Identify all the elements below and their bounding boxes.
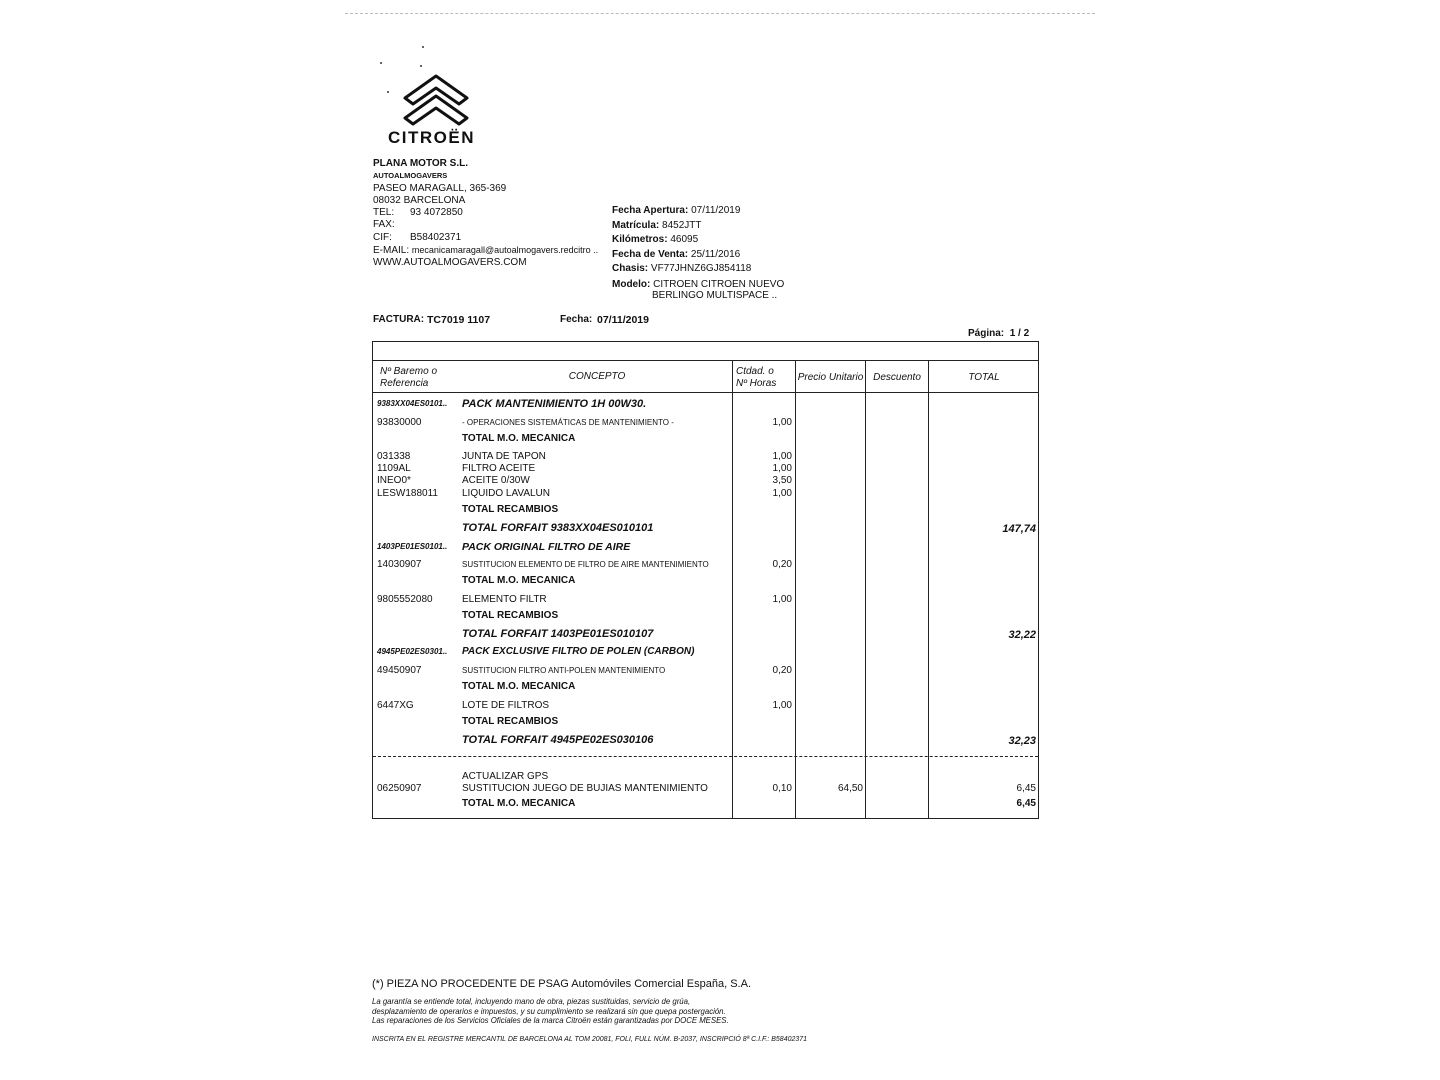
column-divider <box>795 360 796 819</box>
chasis-label: Chasis: <box>612 263 649 275</box>
km-value: 46095 <box>670 234 699 246</box>
email-label: E-MAIL: <box>373 245 410 257</box>
header-descuento: Descuento <box>873 372 921 383</box>
tel-label: TEL: <box>373 207 395 219</box>
column-divider <box>928 360 929 819</box>
psag-note: (*) PIEZA NO PROCEDENTE DE PSAG Automóviles Comercial España, S.A. <box>372 978 752 990</box>
pack-title: PACK MANTENIMIENTO 1H 00W30. <box>462 398 647 410</box>
company-address1: PASEO MARAGALL, 365-369 <box>373 182 507 194</box>
header-precio: Precio Unitario <box>797 372 864 383</box>
line-ref: 93830000 <box>377 417 422 428</box>
factura-label: FACTURA: <box>373 314 425 325</box>
line-concept: SUSTITUCION JUEGO DE BUJIAS MANTENIMIENTO <box>462 783 708 794</box>
total-recambios: TOTAL RECAMBIOS <box>462 610 559 621</box>
table-rule <box>372 392 1039 393</box>
line-concept: FILTRO ACEITE <box>462 463 536 474</box>
modelo-value-1: CITROEN CITROEN NUEVO <box>653 278 785 290</box>
line-qty: 0,20 <box>772 559 792 570</box>
km-label: Kilómetros: <box>612 234 668 246</box>
column-divider <box>732 360 733 819</box>
email-value: mecanicamaragall@autoalmogavers.redcitro .. <box>411 245 599 256</box>
total-recambios: TOTAL RECAMBIOS <box>462 504 559 515</box>
pagina-value: 1 / 2 <box>1009 328 1030 339</box>
pack-title: PACK ORIGINAL FILTRO DE AIRE <box>462 541 631 553</box>
header-ref-line2: Referencia <box>380 378 429 389</box>
line-qty: 0,10 <box>772 783 792 794</box>
line-concept: ELEMENTO FILTR <box>462 594 547 605</box>
total-recambios: TOTAL RECAMBIOS <box>462 716 559 727</box>
company-name: PLANA MOTOR S.L. <box>373 158 468 169</box>
header-total: TOTAL <box>968 372 1000 383</box>
tel-value: 93 4072850 <box>410 207 463 219</box>
forfait-amount: 147,74 <box>1002 523 1036 535</box>
line-concept: LOTE DE FILTROS <box>462 700 550 711</box>
guarantee-text <box>372 997 729 1026</box>
cif-value: B58402371 <box>410 231 462 243</box>
line-qty: 1,00 <box>772 488 792 499</box>
apertura-value: 07/11/2019 <box>691 205 741 216</box>
total-forfait: TOTAL FORFAIT 9383XX04ES010101 <box>462 522 654 534</box>
line-concept: ACEITE 0/30W <box>462 475 530 486</box>
fecha-label: Fecha: <box>560 314 593 325</box>
scan-speck <box>387 91 389 93</box>
page-indicator <box>968 328 1029 339</box>
citroen-chevrons-logo <box>403 70 469 126</box>
guarantee-line2: desplazamiento de operarios e impuestos, y su cumplimiento se realizará sin que quepa postergación. <box>372 1006 726 1016</box>
line-concept: SUSTITUCION FILTRO ANTI-POLEN MANTENIMIENTO <box>462 666 666 675</box>
vehicle-info <box>612 204 784 301</box>
venta-label: Fecha de Venta: <box>612 248 689 260</box>
pack-reference: 9383XX04ES0101.. <box>377 399 448 408</box>
factura-number: TC7019 1107 <box>427 314 491 326</box>
line-unit-price: 64,50 <box>837 783 863 794</box>
line-total: 6,45 <box>1016 783 1036 794</box>
total-mo: TOTAL M.O. MECANICA <box>462 798 576 809</box>
line-ref: 14030907 <box>377 559 422 570</box>
chasis-value: VF77JHNZ6GJ854118 <box>650 263 752 275</box>
fecha-value: 07/11/2019 <box>597 314 649 326</box>
table-rule <box>372 360 1039 361</box>
line-qty: 1,00 <box>772 700 792 711</box>
registry-line: INSCRITA EN EL REGISTRE MERCANTIL DE BARCELONA AL TOM 20081, FOLI, FULL NÚM. B-2037, INSCRIPCIÓ 8ª C.I.F.: B58402371 <box>372 1036 808 1043</box>
company-web: WWW.AUTOALMOGAVERS.COM <box>373 257 527 269</box>
line-ref: INEO0* <box>377 475 411 486</box>
company-address2: 08032 BARCELONA <box>373 194 466 206</box>
fax-label: FAX: <box>373 219 395 231</box>
line-concept: ACTUALIZAR GPS <box>462 771 549 782</box>
header-qty-line1: Ctdad. o <box>736 366 774 377</box>
line-qty: 3,50 <box>772 475 792 486</box>
cif-label: CIF: <box>373 231 392 243</box>
total-mo: TOTAL M.O. MECANICA <box>462 575 576 586</box>
total-mo: TOTAL M.O. MECANICA <box>462 433 576 444</box>
brand-wordmark: CITROËN <box>388 128 475 147</box>
line-ref: 9805552080 <box>377 594 433 605</box>
company-info <box>373 158 598 270</box>
matricula-value: 8452JTT <box>662 219 702 231</box>
venta-value: 25/11/2016 <box>690 248 741 260</box>
total-mo-amount: 6,45 <box>1016 798 1036 809</box>
pack-title: PACK EXCLUSIVE FILTRO DE POLEN (CARBON) <box>462 646 695 657</box>
line-concept: SUSTITUCION ELEMENTO DE FILTRO DE AIRE MANTENIMIENTO <box>462 560 709 569</box>
line-qty: 1,00 <box>772 451 792 462</box>
modelo-label: Modelo: <box>612 278 651 290</box>
total-mo: TOTAL M.O. MECANICA <box>462 681 576 692</box>
pagina-label: Página: <box>968 328 1005 339</box>
matricula-label: Matrícula: <box>612 219 660 231</box>
line-qty: 0,20 <box>772 665 792 676</box>
forfait-amount: 32,22 <box>1008 629 1036 641</box>
header-ref-line1: Nº Baremo o <box>380 366 438 377</box>
guarantee-line3: Las reparaciones de los Servicios Oficiales de la marca Citroën están garantizadas por DOCE MESES. <box>372 1016 729 1026</box>
line-ref: LESW188011 <box>377 488 438 499</box>
line-qty: 1,00 <box>772 594 792 605</box>
pack-reference: 4945PE02ES0301.. <box>377 647 448 656</box>
line-concept: - OPERACIONES SISTEMÁTICAS DE MANTENIMIENTO - <box>462 418 674 427</box>
apertura-label: Fecha Apertura: <box>612 205 689 216</box>
total-forfait: TOTAL FORFAIT 4945PE02ES030106 <box>462 734 654 746</box>
column-divider <box>865 360 866 819</box>
modelo-value-2: BERLINGO MULTISPACE .. <box>652 289 778 301</box>
line-ref: 031338 <box>377 451 411 462</box>
line-ref: 1109AL <box>377 463 411 474</box>
header-reference <box>380 366 437 390</box>
header-quantity <box>736 366 776 390</box>
forfait-amount: 32,23 <box>1008 735 1036 747</box>
company-subname: AUTOALMOGAVERS <box>373 171 448 181</box>
line-qty: 1,00 <box>772 463 792 474</box>
line-qty: 1,00 <box>772 417 792 428</box>
line-ref: 06250907 <box>377 783 422 794</box>
scan-speck <box>422 46 424 48</box>
line-concept: JUNTA DE TAPON <box>462 451 546 462</box>
header-concepto: CONCEPTO <box>568 371 626 382</box>
scan-speck <box>380 62 382 64</box>
scan-speck <box>420 65 422 67</box>
line-concept: LIQUIDO LAVALUN <box>462 488 550 499</box>
pack-reference: 1403PE01ES0101.. <box>377 542 448 551</box>
scan-top-edge <box>345 13 1095 14</box>
section-separator <box>373 756 1038 757</box>
guarantee-line1: La garantía se entiende total, incluyendo mano de obra, piezas sustituidas, servicio de grúa, <box>372 997 691 1006</box>
total-forfait: TOTAL FORFAIT 1403PE01ES010107 <box>462 628 654 640</box>
line-ref: 49450907 <box>377 665 422 676</box>
line-ref: 6447XG <box>377 700 414 711</box>
header-qty-line2: Nº Horas <box>736 378 777 389</box>
